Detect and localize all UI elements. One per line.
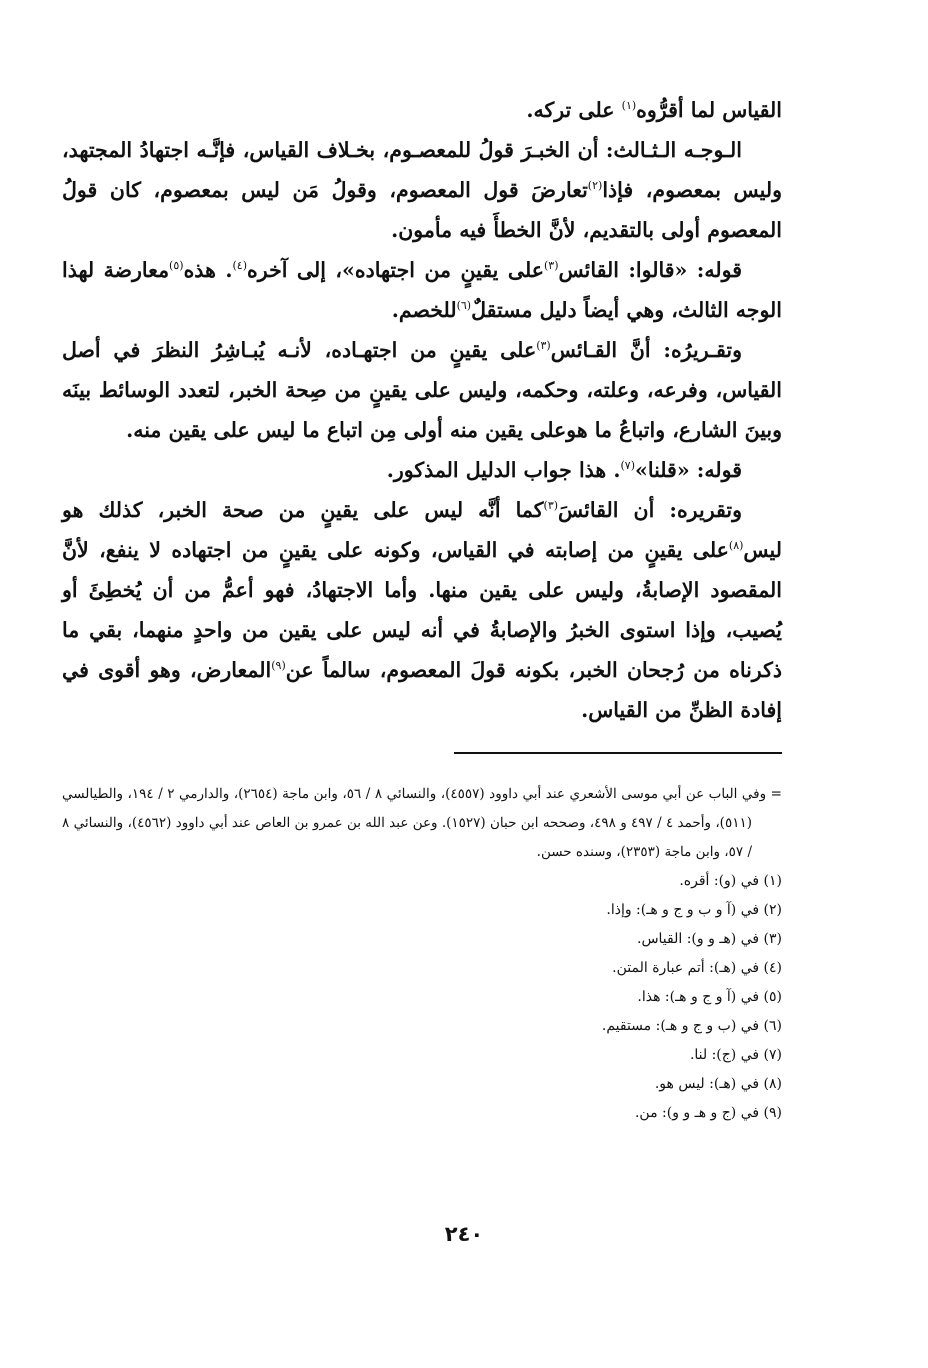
footnote-ref-6[interactable]: (٦)	[456, 299, 472, 313]
footnote-8: (٨) في (هـ): ليس هو.	[654, 1076, 782, 1092]
main-text	[62, 90, 782, 730]
paragraph-1: القياس لما أقرُّوه$^{(١)}$ على تركه.	[526, 98, 782, 122]
footnote-7: (٧) في (ج): لنا.	[689, 1047, 782, 1063]
footnote-ref-3[interactable]: (٣)	[543, 499, 559, 513]
footnote-ref-5[interactable]: (٥)	[169, 259, 184, 273]
footnote-ref-7[interactable]: (٧)	[620, 459, 636, 473]
footnote-1: (١) في (و): أقره.	[679, 873, 782, 889]
footnote-2: (٢) في (آ و ب و ج و هـ): وإذا.	[606, 902, 782, 918]
footnote-ref-8[interactable]: (٨)	[728, 539, 744, 553]
footnote-ref-2[interactable]: (٢)	[587, 179, 603, 193]
paragraph-3: قوله: «قالوا: القائس$^{(٣)}$على يقينٍ من اجتهاده»، إلى آخره$^{(٤)}$. هذه$^{(٥)}$معارضة لهذا الوجه الثالث، وهي أيضاً دليل مستقلٌ$^{(٦)}$للخصم.	[62, 258, 782, 322]
paragraph-6: وتقريره: أن القائسَ$^{(٣)}$كما أنَّه ليس على يقينٍ من صحة الخبر، كذلك هو ليس$^{(٨)}$على يقينٍ من إصابته في القياس، وكونه على يقينٍ من اجتهاده لا ينفع، لأنَّ المقصود الإصابةُ، وليس على يقين منها. وأما الاجتهادُ، فهو أعمُّ من أن يُخطِئَ أو يُصيب، وإذا استوى الخبرُ والإصابةُ في أنه ليس على يقين من واحدٍ منهما، بقي ما ذكرناه من رُجحان الخبر، بكونه قولَ المعصوم، سالماً عن$^{(٩)}$المعارض، وهو أقوى في إفادة الظنِّ من القياس.	[62, 498, 782, 722]
page-content	[62, 90, 782, 1121]
page-number: ٢٤٠	[444, 1222, 484, 1246]
footnote-continuation: = وفي الباب عن أبي موسى الأشعري عند أبي داوود (٤٥٥٧)، والنسائي ٨ / ٥٦، وابن ماجة (٢٦٥٤)، والدارمي ٢ / ١٩٤، والطيالسي (٥١١)، وأحمد ٤ / ٤٩٧ و ٤٩٨، وصححه ابن حبان (١٥٢٧). وعن عبد الله بن عمرو بن العاص عند أبي داوود (٤٥٦٢)، والنسائي ٨ / ٥٧، وابن ماجة (٢٣٥٣)، وسنده حسن.	[62, 786, 782, 860]
footnote-ref-3[interactable]: (٣)	[543, 259, 559, 273]
paragraph-5: قوله: «قلنا»$^{(٧)}$. هذا جواب الدليل المذكور.	[386, 458, 742, 482]
footnote-ref-3[interactable]: (٣)	[536, 339, 551, 353]
paragraph-2: الـوجـه الـثـالث: أن الخبـرَ قولُ للمعصـوم، بخـلاف القياس، فإنَّـه اجتهادُ المجتهد، وليس بمعصوم، فإذا$^{(٢)}$تعارضَ قول المعصوم، وقولُ مَن ليس بمعصوم، كان قولُ المعصوم أولى بالتقديم، لأنَّ الخطأَ فيه مأمون.	[62, 138, 782, 242]
footnote-6: (٦) في (ب و ج و هـ): مستقيم.	[601, 1018, 782, 1034]
footnote-ref-1[interactable]: (١)	[621, 99, 637, 113]
footnote-5: (٥) في (آ و ج و هـ): هذا.	[637, 989, 782, 1005]
footnote-divider	[454, 752, 782, 754]
footnote-ref-9[interactable]: (٩)	[271, 659, 286, 673]
footnote-ref-4[interactable]: (٤)	[232, 259, 248, 273]
footnote-4: (٤) في (هـ): أتم عبارة المتن.	[612, 960, 782, 976]
paragraph-4: وتقـريرُه: أنَّ القـائس$^{(٣)}$على يقينٍ من اجتهـاده، لأنـه يُبـاشِرُ النظرَ في أصل القياس، وفرعه، وعلته، وحكمه، وليس على يقينٍ من صِحة الخبر، لتعدد الوسائط بينَه وبينَ الشارع، واتباعُ ما هوعلى يقين منه أولى مِن اتباع ما ليس على يقين منه.	[62, 338, 782, 442]
footnote-3: (٣) في (هـ و و): القياس.	[637, 931, 782, 947]
footnotes	[62, 780, 782, 1128]
footnote-9: (٩) في (ج و هـ و و): من.	[634, 1105, 782, 1121]
